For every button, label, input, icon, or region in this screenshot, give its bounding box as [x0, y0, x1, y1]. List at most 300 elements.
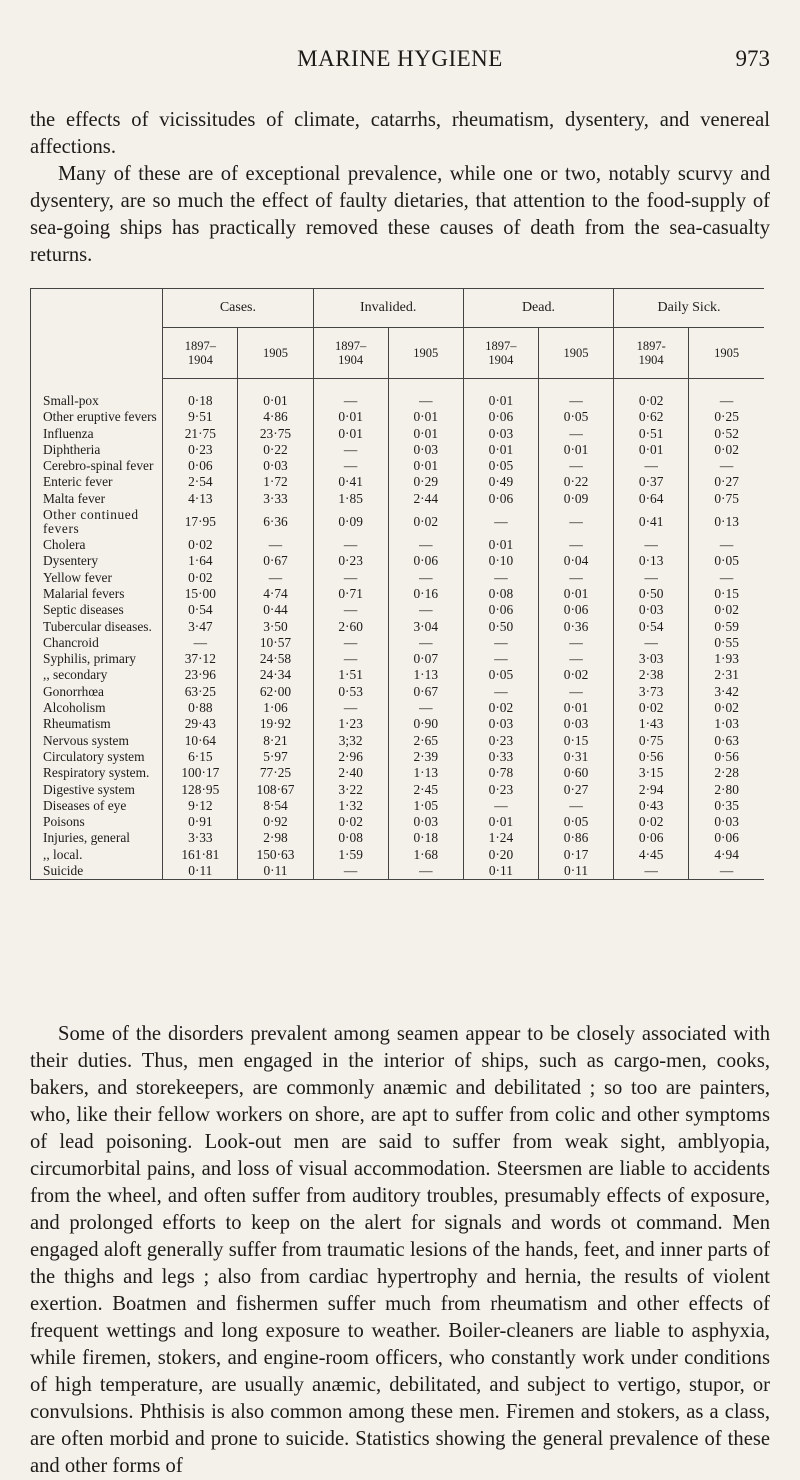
disease-name: Influenza — [31, 426, 163, 442]
table-row — [31, 393, 765, 409]
value-cell: 1·51 — [313, 667, 388, 683]
spacer-cell — [614, 379, 689, 394]
value-cell: 0·03 — [614, 602, 689, 618]
value-cell: 0·01 — [463, 393, 538, 409]
value-cell: 1·32 — [313, 798, 388, 814]
value-cell: 1·23 — [313, 716, 388, 732]
value-cell: — — [538, 458, 613, 474]
table-row — [31, 798, 765, 814]
value-cell: 1·59 — [313, 847, 388, 863]
value-cell: — — [388, 570, 463, 586]
value-cell: 0·01 — [388, 426, 463, 442]
value-cell: 0·31 — [538, 749, 613, 765]
value-cell: 0·01 — [538, 700, 613, 716]
value-cell: — — [313, 570, 388, 586]
spacer-cell — [31, 379, 163, 394]
value-cell: — — [388, 602, 463, 618]
disease-name: Yellow fever — [31, 570, 163, 586]
value-cell: 0·56 — [614, 749, 689, 765]
value-cell: 23·96 — [163, 667, 238, 683]
value-cell: 0·63 — [689, 733, 764, 749]
value-cell: 0·49 — [463, 474, 538, 490]
value-cell: 8·21 — [238, 733, 313, 749]
value-cell: 0·01 — [388, 458, 463, 474]
value-cell: 0·22 — [538, 474, 613, 490]
value-cell: — — [689, 570, 764, 586]
value-cell: 0·05 — [689, 553, 764, 569]
value-cell: 2·39 — [388, 749, 463, 765]
value-cell: — — [538, 635, 613, 651]
value-cell: — — [538, 684, 613, 700]
value-cell: 0·50 — [614, 586, 689, 602]
table-row — [31, 716, 765, 732]
value-cell: 0·05 — [463, 667, 538, 683]
year-header-4: 1897– 1904 — [463, 328, 538, 379]
intro-paragraph: Many of these are of exceptional prevalence, while one or two, notably scurvy and dysentery, are so much the effect of faulty dietaries, that attention to the food-supply of sea-going ships has practically removed these causes of death from the sea-casualty returns. — [30, 163, 770, 266]
value-cell: — — [538, 507, 613, 537]
value-cell: 0·01 — [388, 409, 463, 425]
value-cell: 2·80 — [689, 782, 764, 798]
year-header-1: 1905 — [238, 328, 313, 379]
value-cell: 0·11 — [463, 863, 538, 880]
value-cell: — — [313, 458, 388, 474]
value-cell: — — [463, 507, 538, 537]
value-cell: 1·24 — [463, 830, 538, 846]
value-cell: 0·09 — [538, 491, 613, 507]
value-cell: 0·23 — [463, 733, 538, 749]
table-row — [31, 507, 765, 537]
value-cell: 5·97 — [238, 749, 313, 765]
value-cell: 0·54 — [614, 619, 689, 635]
spacer-cell — [538, 379, 613, 394]
table-row — [31, 830, 765, 846]
value-cell: — — [313, 442, 388, 458]
value-cell: 0·35 — [689, 798, 764, 814]
value-cell: 0·02 — [614, 393, 689, 409]
value-cell: 0·91 — [163, 814, 238, 830]
value-cell: 0·04 — [538, 553, 613, 569]
value-cell: — — [614, 863, 689, 880]
value-cell: 1·93 — [689, 651, 764, 667]
value-cell: — — [538, 651, 613, 667]
value-cell: 62·00 — [238, 684, 313, 700]
value-cell: 0·23 — [313, 553, 388, 569]
value-cell: 0·18 — [163, 393, 238, 409]
table-spacer-row — [31, 379, 765, 394]
value-cell: — — [538, 426, 613, 442]
value-cell: — — [388, 393, 463, 409]
value-cell: 9·12 — [163, 798, 238, 814]
value-cell: 0·41 — [313, 474, 388, 490]
value-cell: 0·02 — [614, 700, 689, 716]
value-cell: 0·44 — [238, 602, 313, 618]
year-header-3: 1905 — [388, 328, 463, 379]
value-cell: 10·64 — [163, 733, 238, 749]
table-row — [31, 651, 765, 667]
disease-name: Malarial fevers — [31, 586, 163, 602]
value-cell: 0·06 — [388, 553, 463, 569]
value-cell: 9·51 — [163, 409, 238, 425]
value-cell: — — [238, 537, 313, 553]
value-cell: 0·11 — [238, 863, 313, 880]
value-cell: 0·07 — [388, 651, 463, 667]
spacer-cell — [463, 379, 538, 394]
table-row — [31, 570, 765, 586]
value-cell: 2·31 — [689, 667, 764, 683]
table-row — [31, 765, 765, 781]
value-cell: — — [388, 537, 463, 553]
table-row — [31, 749, 765, 765]
value-cell: — — [313, 651, 388, 667]
table-row — [31, 814, 765, 830]
value-cell: 3·22 — [313, 782, 388, 798]
disease-name: Other eruptive fevers — [31, 409, 163, 425]
value-cell: 3·04 — [388, 619, 463, 635]
value-cell: 0·92 — [238, 814, 313, 830]
table-group-header — [31, 289, 765, 328]
value-cell: 0·02 — [163, 537, 238, 553]
table-row — [31, 619, 765, 635]
value-cell: 0·06 — [689, 830, 764, 846]
disease-name: Alcoholism — [31, 700, 163, 716]
value-cell: 0·08 — [463, 586, 538, 602]
body-paragraph: Some of the disorders prevalent among seamen appear to be closely associated with their duties. Thus, men engaged in the interior of ships, such as cargo-men, cooks, bakers, and storekeepers, are commonly anæmic and debilitated ; so too are painters, who, like their fellow workers on shore, are apt to suffer from colic and other symptoms of lead poisoning. Look-out men are said to suffer from weak sight, amblyopia, circumorbital pains, and loss of visual accommodation. Steersmen are liable to accidents from the wheel, and often suffer from auditory troubles, presumably effects of exposure, and prolonged efforts to keep on the alert for signals and words ot command. Men engaged aloft generally suffer from traumatic lesions of the hands, feet, and inner parts of the thighs and legs ; also from cardiac hypertrophy and hernia, the results of violent exertion. Boatmen and fishermen suffer much from rheumatism and other effects of frequent wettings and long exposure to weather. Boiler-cleaners are liable to asphyxia, while firemen, stokers, and engine-room officers, who constantly work under conditions of high temperature, are usually anæmic, debilitated, and subject to vertigo, stupor, or convulsions. Phthisis is also common among these men. Firemen and stokers, as a class, are often morbid and prone to suicide. Statistics showing the general prevalence of these and other forms of — [30, 1023, 770, 1477]
value-cell: 0·52 — [689, 426, 764, 442]
value-cell: 15·00 — [163, 586, 238, 602]
disease-name: Cerebro-spinal fever — [31, 458, 163, 474]
table-row — [31, 586, 765, 602]
value-cell: 161·81 — [163, 847, 238, 863]
table-row — [31, 847, 765, 863]
disease-name: Chancroid — [31, 635, 163, 651]
table-row — [31, 733, 765, 749]
value-cell: — — [163, 635, 238, 651]
value-cell: 0·88 — [163, 700, 238, 716]
disease-name: ,, local. — [31, 847, 163, 863]
value-cell: 0·75 — [614, 733, 689, 749]
value-cell: 2·96 — [313, 749, 388, 765]
value-cell: 0·15 — [689, 586, 764, 602]
value-cell: 1·05 — [388, 798, 463, 814]
value-cell: 0·67 — [388, 684, 463, 700]
value-cell: 0·17 — [538, 847, 613, 863]
value-cell: 0·33 — [463, 749, 538, 765]
value-cell: 0·02 — [614, 814, 689, 830]
table-row — [31, 700, 765, 716]
value-cell: 0·06 — [614, 830, 689, 846]
year-header-2: 1897– 1904 — [313, 328, 388, 379]
value-cell: 0·67 — [238, 553, 313, 569]
table-body — [31, 379, 765, 880]
value-cell: 0·71 — [313, 586, 388, 602]
value-cell: 0·06 — [463, 602, 538, 618]
value-cell: 0·02 — [388, 507, 463, 537]
value-cell: 0·06 — [463, 491, 538, 507]
value-cell: 0·03 — [388, 442, 463, 458]
table-row — [31, 553, 765, 569]
value-cell: 1·03 — [689, 716, 764, 732]
disease-name: Malta fever — [31, 491, 163, 507]
value-cell: 24·34 — [238, 667, 313, 683]
table-row — [31, 782, 765, 798]
value-cell: 0·29 — [388, 474, 463, 490]
value-cell: — — [238, 570, 313, 586]
disease-name: Injuries, general — [31, 830, 163, 846]
year-header-5: 1905 — [538, 328, 613, 379]
value-cell: 0·50 — [463, 619, 538, 635]
value-cell: 4·13 — [163, 491, 238, 507]
disease-name: Rheumatism — [31, 716, 163, 732]
value-cell: 0·06 — [538, 602, 613, 618]
value-cell: — — [538, 537, 613, 553]
value-cell: 0·02 — [163, 570, 238, 586]
value-cell: 0·02 — [689, 602, 764, 618]
value-cell: 3·42 — [689, 684, 764, 700]
value-cell: 8·54 — [238, 798, 313, 814]
value-cell: 0·02 — [689, 700, 764, 716]
value-cell: 0·55 — [689, 635, 764, 651]
value-cell: — — [689, 458, 764, 474]
value-cell: 0·03 — [388, 814, 463, 830]
value-cell: 0·05 — [538, 409, 613, 425]
disease-name: Tubercular diseases. — [31, 619, 163, 635]
value-cell: 23·75 — [238, 426, 313, 442]
value-cell: 0·22 — [238, 442, 313, 458]
value-cell: 0·02 — [538, 667, 613, 683]
disease-name: Respiratory system. — [31, 765, 163, 781]
value-cell: 0·03 — [238, 458, 313, 474]
table-row — [31, 458, 765, 474]
value-cell: 0·51 — [614, 426, 689, 442]
value-cell: 0·27 — [689, 474, 764, 490]
running-title: MARINE HYGIENE — [297, 46, 503, 71]
value-cell: 0·02 — [689, 442, 764, 458]
value-cell: — — [313, 863, 388, 880]
value-cell: 0·59 — [689, 619, 764, 635]
value-cell: 2·38 — [614, 667, 689, 683]
value-cell: — — [614, 635, 689, 651]
table-row — [31, 602, 765, 618]
value-cell: 0·23 — [463, 782, 538, 798]
spacer-cell — [238, 379, 313, 394]
value-cell: 2·28 — [689, 765, 764, 781]
group-header-dead: Dead. — [463, 289, 613, 328]
value-cell: 0·27 — [538, 782, 613, 798]
value-cell: 150·63 — [238, 847, 313, 863]
value-cell: — — [463, 635, 538, 651]
value-cell: — — [689, 863, 764, 880]
value-cell: 6·36 — [238, 507, 313, 537]
value-cell: — — [463, 651, 538, 667]
value-cell: — — [463, 684, 538, 700]
spacer-cell — [313, 379, 388, 394]
value-cell: — — [614, 570, 689, 586]
value-cell: 21·75 — [163, 426, 238, 442]
value-cell: 0·13 — [689, 507, 764, 537]
table-row — [31, 409, 765, 425]
disease-statistics-table — [30, 288, 764, 880]
spacer-cell — [388, 379, 463, 394]
value-cell: 4·74 — [238, 586, 313, 602]
value-cell: 0·18 — [388, 830, 463, 846]
value-cell: — — [388, 700, 463, 716]
value-cell: 2·60 — [313, 619, 388, 635]
value-cell: — — [313, 700, 388, 716]
value-cell: 0·03 — [689, 814, 764, 830]
value-cell: — — [538, 393, 613, 409]
value-cell: 0·86 — [538, 830, 613, 846]
value-cell: 3·03 — [614, 651, 689, 667]
intro-paragraph-continued: the effects of vicissitudes of climate, catarrhs, rheumatism, dysentery, and venereal affections. — [30, 109, 770, 158]
table-corner-cell — [31, 289, 163, 379]
value-cell: 63·25 — [163, 684, 238, 700]
value-cell: 0·75 — [689, 491, 764, 507]
value-cell: 100·17 — [163, 765, 238, 781]
value-cell: 0·01 — [538, 586, 613, 602]
disease-name: Small-pox — [31, 393, 163, 409]
value-cell: 1·85 — [313, 491, 388, 507]
table-row — [31, 635, 765, 651]
disease-name: Digestive system — [31, 782, 163, 798]
table-row — [31, 474, 765, 490]
value-cell: 0·43 — [614, 798, 689, 814]
value-cell: 10·57 — [238, 635, 313, 651]
value-cell: 0·01 — [313, 409, 388, 425]
disease-name: Other continued fevers — [31, 507, 163, 537]
value-cell: — — [614, 458, 689, 474]
group-header-invalided: Invalided. — [313, 289, 463, 328]
value-cell: 29·43 — [163, 716, 238, 732]
value-cell: 0·36 — [538, 619, 613, 635]
value-cell: 0·23 — [163, 442, 238, 458]
value-cell: — — [388, 863, 463, 880]
spacer-cell — [163, 379, 238, 394]
value-cell: 128·95 — [163, 782, 238, 798]
value-cell: 3·50 — [238, 619, 313, 635]
year-header-6: 1897- 1904 — [614, 328, 689, 379]
value-cell: — — [313, 602, 388, 618]
value-cell: 0·03 — [463, 426, 538, 442]
value-cell: 0·01 — [614, 442, 689, 458]
disease-name: Cholera — [31, 537, 163, 553]
value-cell: 0·01 — [463, 814, 538, 830]
value-cell: 17·95 — [163, 507, 238, 537]
disease-name: Septic diseases — [31, 602, 163, 618]
value-cell: 0·41 — [614, 507, 689, 537]
value-cell: 0·05 — [538, 814, 613, 830]
value-cell: 1·64 — [163, 553, 238, 569]
value-cell: 0·53 — [313, 684, 388, 700]
value-cell: 0·10 — [463, 553, 538, 569]
value-cell: 0·08 — [313, 830, 388, 846]
value-cell: 0·02 — [313, 814, 388, 830]
group-header-daily-sick: Daily Sick. — [614, 289, 764, 328]
year-header-7: 1905 — [689, 328, 764, 379]
value-cell: 2·40 — [313, 765, 388, 781]
value-cell: 0·37 — [614, 474, 689, 490]
value-cell: 0·62 — [614, 409, 689, 425]
value-cell: 0·06 — [163, 458, 238, 474]
value-cell: 2·45 — [388, 782, 463, 798]
value-cell: 3·33 — [163, 830, 238, 846]
value-cell: 2·44 — [388, 491, 463, 507]
disease-name: ,, secondary — [31, 667, 163, 683]
value-cell: 37·12 — [163, 651, 238, 667]
value-cell: 0·60 — [538, 765, 613, 781]
value-cell: 1·43 — [614, 716, 689, 732]
value-cell: — — [388, 635, 463, 651]
value-cell: 0·13 — [614, 553, 689, 569]
disease-name: Suicide — [31, 863, 163, 880]
value-cell: 2·65 — [388, 733, 463, 749]
disease-name: Circulatory system — [31, 749, 163, 765]
value-cell: 108·67 — [238, 782, 313, 798]
value-cell: 77·25 — [238, 765, 313, 781]
value-cell: 4·94 — [689, 847, 764, 863]
value-cell: 0·01 — [463, 442, 538, 458]
value-cell: — — [689, 393, 764, 409]
value-cell: 3·47 — [163, 619, 238, 635]
value-cell: 1·13 — [388, 667, 463, 683]
value-cell: 0·78 — [463, 765, 538, 781]
value-cell: 1·13 — [388, 765, 463, 781]
page-number: 973 — [735, 46, 770, 71]
value-cell: 2·54 — [163, 474, 238, 490]
table-row — [31, 491, 765, 507]
value-cell: 0·11 — [163, 863, 238, 880]
value-cell: 0·15 — [538, 733, 613, 749]
value-cell: 3·33 — [238, 491, 313, 507]
value-cell: 4·45 — [614, 847, 689, 863]
table-row — [31, 442, 765, 458]
value-cell: 0·54 — [163, 602, 238, 618]
disease-name: Syphilis, primary — [31, 651, 163, 667]
value-cell: 0·16 — [388, 586, 463, 602]
value-cell: 0·01 — [313, 426, 388, 442]
value-cell: 0·25 — [689, 409, 764, 425]
value-cell: — — [689, 537, 764, 553]
table-row — [31, 684, 765, 700]
group-header-cases: Cases. — [163, 289, 313, 328]
year-header-0: 1897– 1904 — [163, 328, 238, 379]
value-cell: 0·64 — [614, 491, 689, 507]
disease-name: Diphtheria — [31, 442, 163, 458]
value-cell: 1·68 — [388, 847, 463, 863]
value-cell: 3·73 — [614, 684, 689, 700]
value-cell: — — [313, 635, 388, 651]
disease-name: Enteric fever — [31, 474, 163, 490]
value-cell: 0·56 — [689, 749, 764, 765]
disease-name: Diseases of eye — [31, 798, 163, 814]
value-cell: 1·06 — [238, 700, 313, 716]
value-cell: 0·03 — [538, 716, 613, 732]
value-cell: 0·03 — [463, 716, 538, 732]
value-cell: 0·20 — [463, 847, 538, 863]
value-cell: 19·92 — [238, 716, 313, 732]
value-cell: 0·09 — [313, 507, 388, 537]
value-cell: — — [538, 798, 613, 814]
value-cell: 2·98 — [238, 830, 313, 846]
value-cell: 2·94 — [614, 782, 689, 798]
table-row — [31, 667, 765, 683]
value-cell: 0·01 — [538, 442, 613, 458]
value-cell: 4·86 — [238, 409, 313, 425]
value-cell: — — [313, 393, 388, 409]
value-cell: 0·90 — [388, 716, 463, 732]
table-row — [31, 426, 765, 442]
value-cell: 0·02 — [463, 700, 538, 716]
disease-name: Poisons — [31, 814, 163, 830]
